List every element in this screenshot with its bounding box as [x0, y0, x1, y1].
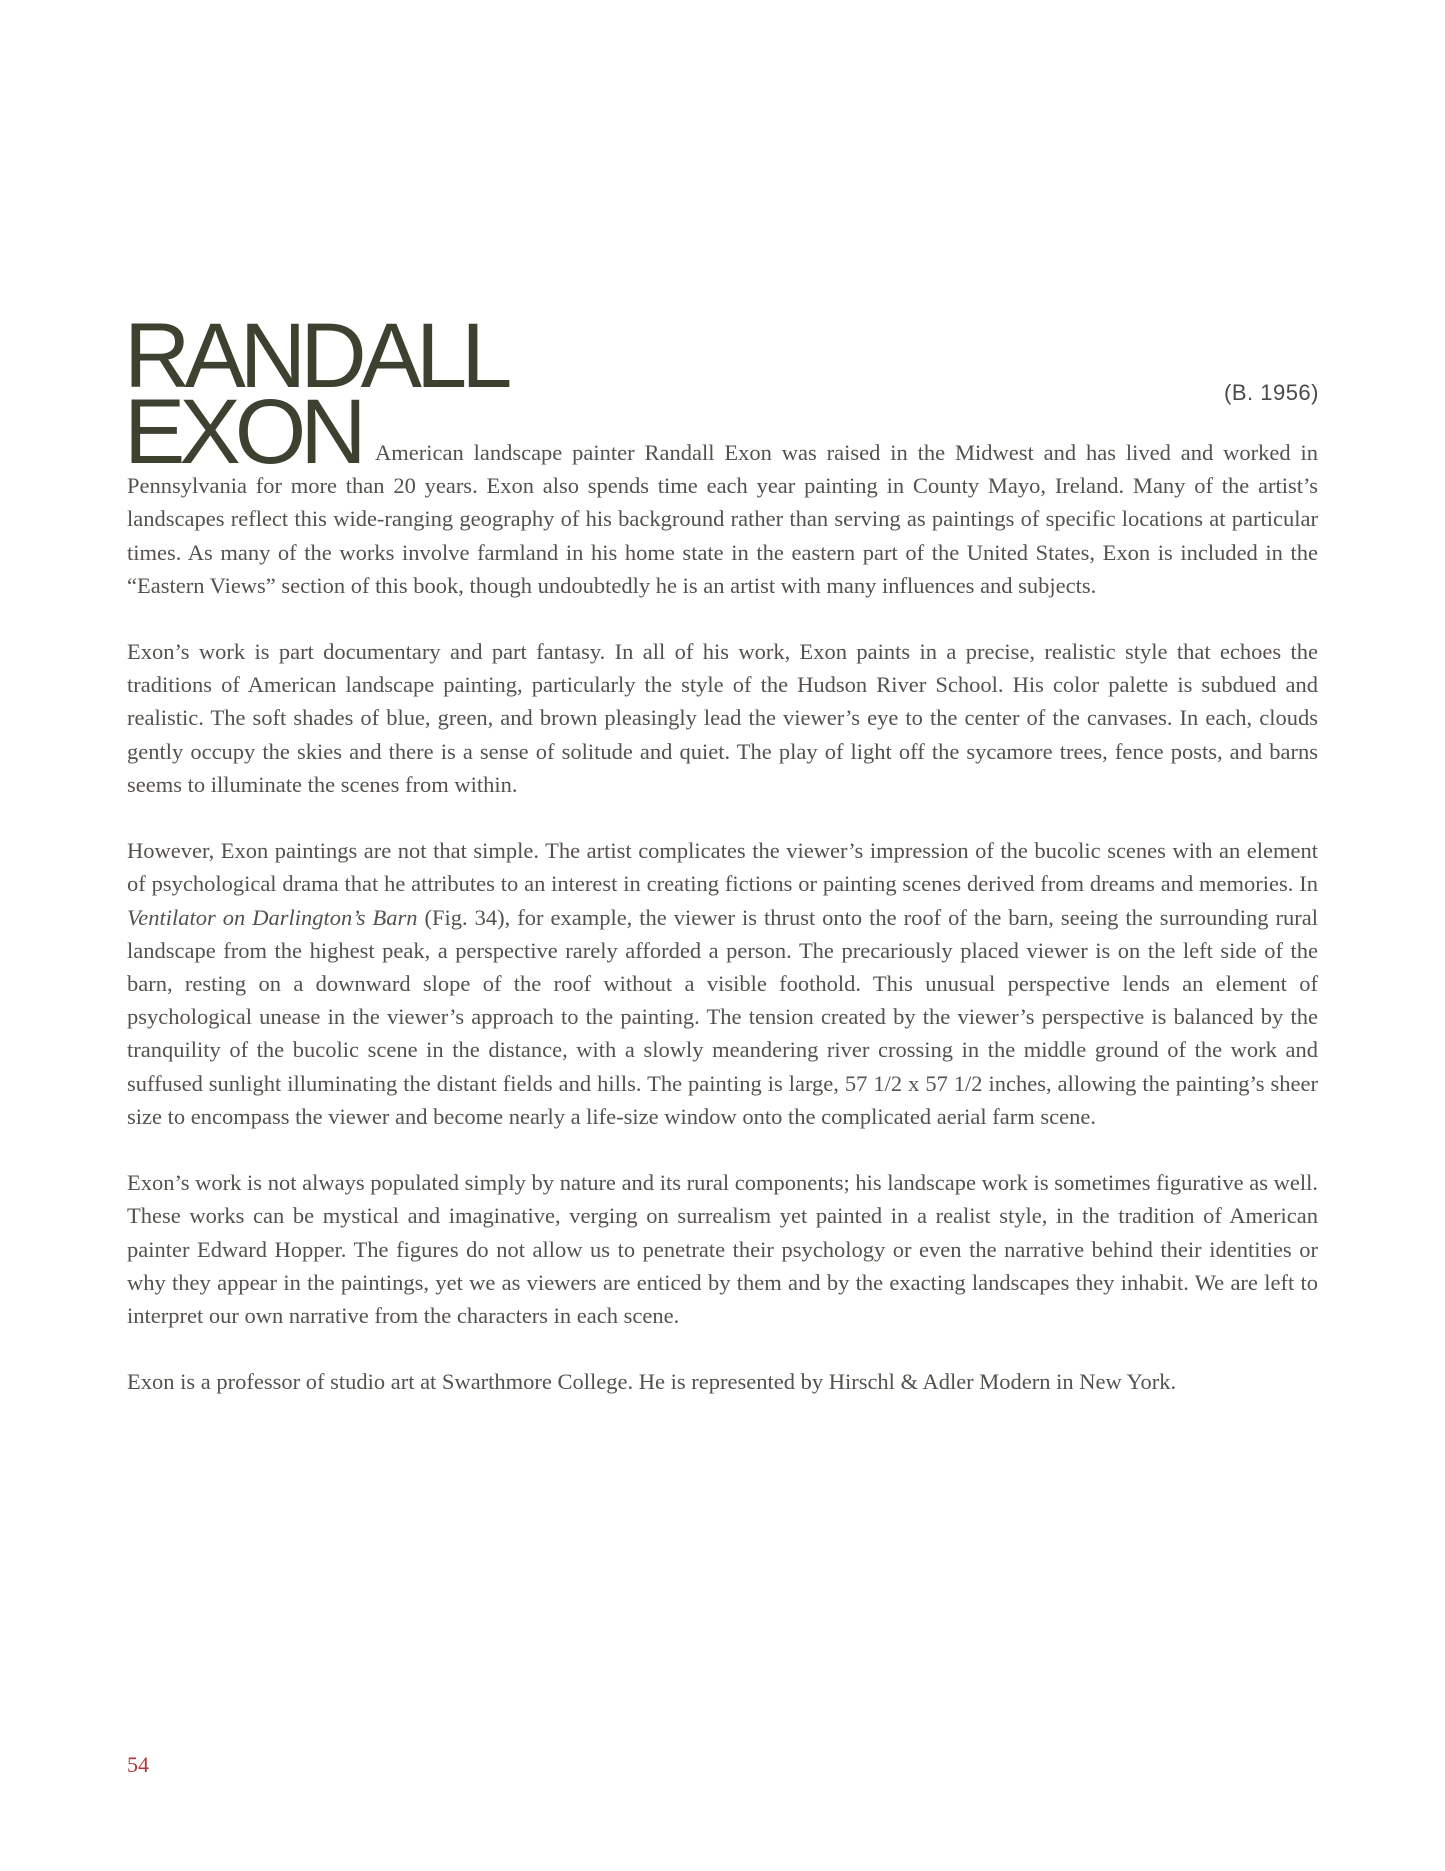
paragraph-psychology-text-b: (Fig. 34), for example, the viewer is thrust onto the roof of the barn, seeing the surrounding rural landscape from the highest peak, a perspective rarely afforded a person. The precariously placed viewer is on the left side of the barn, resting on a downward slope of the roof without a visible foothold. This unusual perspective lends an element of psychological unease in the viewer’s approach to the painting. The tension created by the viewer’s perspective is balanced by the tranquility of the bucolic scene in the distance, with a slowly meandering river crossing in the middle ground of the work and suffused sunlight illuminating the distant fields and hills. The painting is large, 57 1/2 x 57 1/2 inches, allowing the painting’s sheer size to encompass the viewer and become nearly a life-size window onto the complicated aerial farm scene. [127, 904, 1319, 1129]
artist-first-name: RANDALL [124, 305, 507, 407]
body-text [127, 635, 1318, 1432]
paragraph-intro-text: American landscape painter Randall Exon was raised in the Midwest and has lived and worked in Pennsylvania for more than 20 years. Exon also spends time each year painting in County Mayo, Ireland. Many of the artist’s landscapes reflect this wide-ranging geography of his background rather than serving as paintings of specific locations at particular times. As many of the works involve farmland in his home state in the eastern part of the United States, Exon is included in the “Eastern Views” section of this book, though undoubtedly he is an artist with many influences and subjects. [127, 440, 1318, 598]
paragraph-style: Exon’s work is part documentary and part fantasy. In all of his work, Exon paints in a precise, realistic style that echoes the traditions of American landscape painting, particularly the style of the Hudson River School. His color palette is subdued and realistic. The soft shades of blue, green, and brown pleasingly lead the viewer’s eye to the center of the canvases. In each, clouds gently occupy the skies and there is a sense of solitude and quiet. The play of light off the sycamore trees, fence posts, and barns seems to illuminate the scenes from within. [127, 639, 1318, 797]
paragraph-figurative: Exon’s work is not always populated simply by nature and its rural components; his landscape work is sometimes figurative as well. These works can be mystical and imaginative, verging on surrealism yet painted in a realist style, in the tradition of American painter Edward Hopper. The figures do not allow us to penetrate their psychology or even the narrative behind their identities or why they appear in the paintings, yet we as viewers are enticed by them and by the exacting landscapes they inhabit. We are left to interpret our own narrative from the characters in each scene. [127, 1170, 1318, 1329]
artist-last-name: EXON [124, 381, 361, 483]
page-number: 54 [127, 1752, 149, 1777]
birth-year: (B. 1956) [1224, 380, 1319, 405]
paragraph-bio: Exon is a professor of studio art at Swarthmore College. He is represented by Hirschl & Adler Modern in New York. [127, 1369, 1177, 1395]
paragraph-psychology [127, 834, 1318, 1133]
artwork-title: Ventilator on Darlington’s Barn [127, 904, 418, 930]
paragraph-intro [127, 436, 1318, 602]
paragraph-psychology-text-a: However, Exon paintings are not that simple. The artist complicates the viewer’s impression of the bucolic scenes with an element of psychological drama that he attributes to an interest in creating fictions or painting scenes derived from dreams and memories. In [127, 838, 1318, 897]
